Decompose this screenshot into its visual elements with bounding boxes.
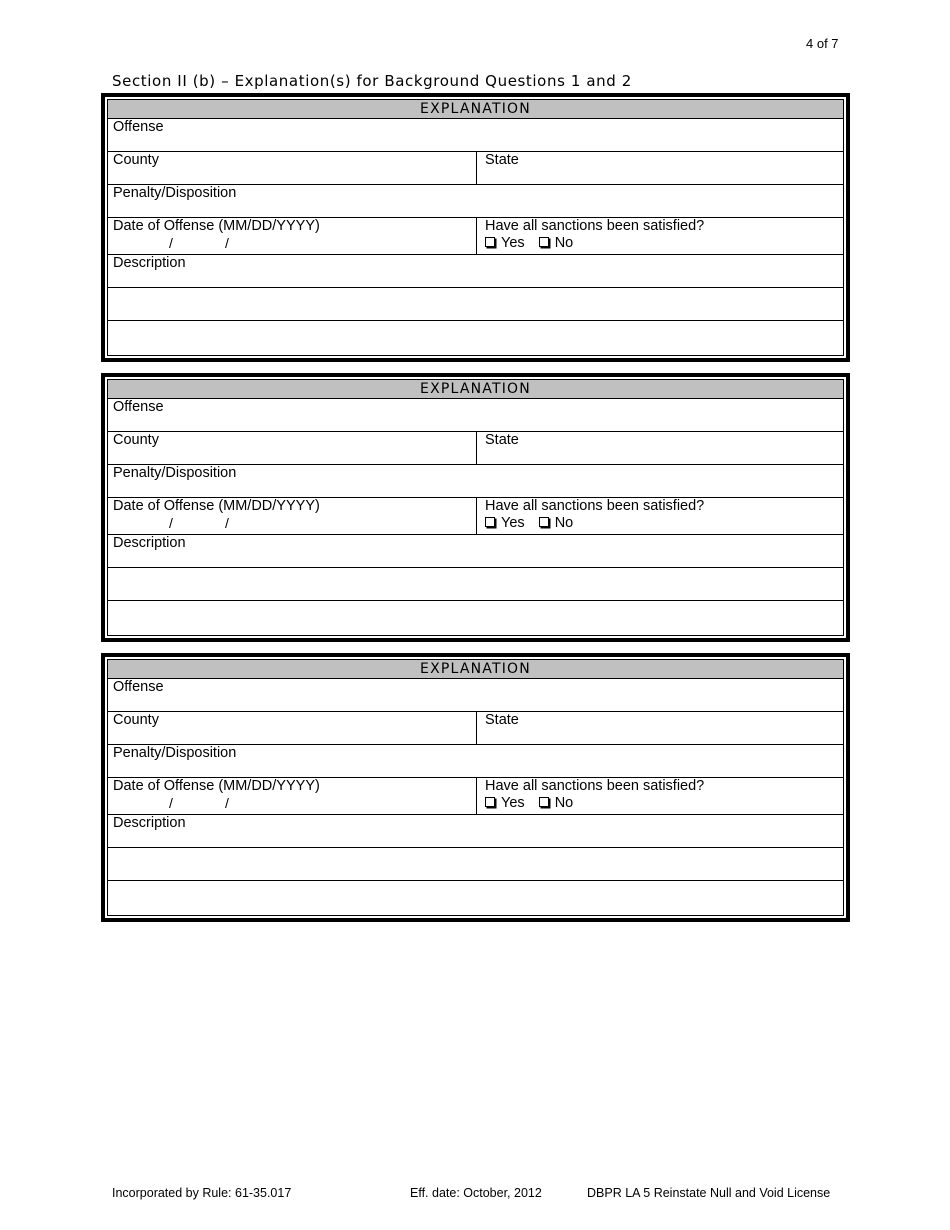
sanctions-question: Have all sanctions been satisfied? xyxy=(485,778,705,794)
description-label: Description xyxy=(113,535,186,551)
county-label: County xyxy=(113,712,159,728)
description-line[interactable] xyxy=(108,881,843,915)
state-field[interactable] xyxy=(477,432,843,464)
county-field[interactable] xyxy=(108,712,477,744)
county-label: County xyxy=(113,432,159,448)
sanctions-yes-option[interactable] xyxy=(485,235,525,251)
description-line[interactable] xyxy=(108,288,843,321)
state-field[interactable] xyxy=(477,712,843,744)
offense-row[interactable] xyxy=(108,119,843,152)
page-number: 4 of 7 xyxy=(806,36,839,51)
checkbox-icon[interactable] xyxy=(539,237,549,247)
offense-label: Offense xyxy=(113,119,164,135)
description-row[interactable] xyxy=(108,535,843,568)
date-separator: / xyxy=(169,235,173,251)
county-field[interactable] xyxy=(108,152,477,184)
footer-form-id: DBPR LA 5 Reinstate Null and Void License xyxy=(587,1186,831,1200)
date-of-offense-field[interactable] xyxy=(108,498,477,534)
date-separator: / xyxy=(225,235,229,251)
penalty-row[interactable] xyxy=(108,465,843,498)
sanctions-yes-option[interactable] xyxy=(485,515,525,531)
date-of-offense-field[interactable] xyxy=(108,778,477,814)
yes-label: Yes xyxy=(501,515,525,531)
explanation-form-1 xyxy=(101,93,850,362)
date-separator: / xyxy=(225,795,229,811)
checkbox-icon[interactable] xyxy=(539,517,549,527)
date-separator: / xyxy=(169,795,173,811)
description-row[interactable] xyxy=(108,255,843,288)
county-field[interactable] xyxy=(108,432,477,464)
penalty-label: Penalty/Disposition xyxy=(113,185,237,201)
county-label: County xyxy=(113,152,159,168)
offense-label: Offense xyxy=(113,679,164,695)
checkbox-icon[interactable] xyxy=(539,797,549,807)
penalty-label: Penalty/Disposition xyxy=(113,745,237,761)
state-field[interactable] xyxy=(477,152,843,184)
sanctions-no-option[interactable] xyxy=(539,235,574,251)
footer-rule: Incorporated by Rule: 61-35.017 xyxy=(112,1186,292,1200)
checkbox-icon[interactable] xyxy=(485,517,495,527)
description-row[interactable] xyxy=(108,815,843,848)
description-line[interactable] xyxy=(108,848,843,881)
explanation-form-3 xyxy=(101,653,850,922)
penalty-label: Penalty/Disposition xyxy=(113,465,237,481)
no-label: No xyxy=(554,515,574,531)
section-title: Section II (b) – Explanation(s) for Background Questions 1 and 2 xyxy=(112,72,632,90)
description-line[interactable] xyxy=(108,568,843,601)
date-label: Date of Offense (MM/DD/YYYY) xyxy=(113,218,320,234)
date-of-offense-field[interactable] xyxy=(108,218,477,254)
penalty-row[interactable] xyxy=(108,185,843,218)
description-label: Description xyxy=(113,815,186,831)
date-label: Date of Offense (MM/DD/YYYY) xyxy=(113,778,320,794)
footer-eff-date: Eff. date: October, 2012 xyxy=(410,1186,542,1200)
description-line[interactable] xyxy=(108,321,843,355)
date-separator: / xyxy=(169,515,173,531)
sanctions-no-option[interactable] xyxy=(539,795,574,811)
no-label: No xyxy=(554,235,574,251)
state-label: State xyxy=(485,432,519,448)
state-label: State xyxy=(485,712,519,728)
date-separator: / xyxy=(225,515,229,531)
sanctions-no-option[interactable] xyxy=(539,515,574,531)
date-label: Date of Offense (MM/DD/YYYY) xyxy=(113,498,320,514)
yes-label: Yes xyxy=(501,235,525,251)
checkbox-icon[interactable] xyxy=(485,237,495,247)
penalty-row[interactable] xyxy=(108,745,843,778)
state-label: State xyxy=(485,152,519,168)
offense-row[interactable] xyxy=(108,399,843,432)
description-label: Description xyxy=(113,255,186,271)
explanation-header: EXPLANATION xyxy=(108,380,843,399)
sanctions-yes-option[interactable] xyxy=(485,795,525,811)
explanation-header: EXPLANATION xyxy=(108,100,843,119)
checkbox-icon[interactable] xyxy=(485,797,495,807)
yes-label: Yes xyxy=(501,795,525,811)
sanctions-question: Have all sanctions been satisfied? xyxy=(485,498,705,514)
explanation-header: EXPLANATION xyxy=(108,660,843,679)
offense-row[interactable] xyxy=(108,679,843,712)
no-label: No xyxy=(554,795,574,811)
explanation-form-2 xyxy=(101,373,850,642)
description-line[interactable] xyxy=(108,601,843,635)
offense-label: Offense xyxy=(113,399,164,415)
sanctions-question: Have all sanctions been satisfied? xyxy=(485,218,705,234)
